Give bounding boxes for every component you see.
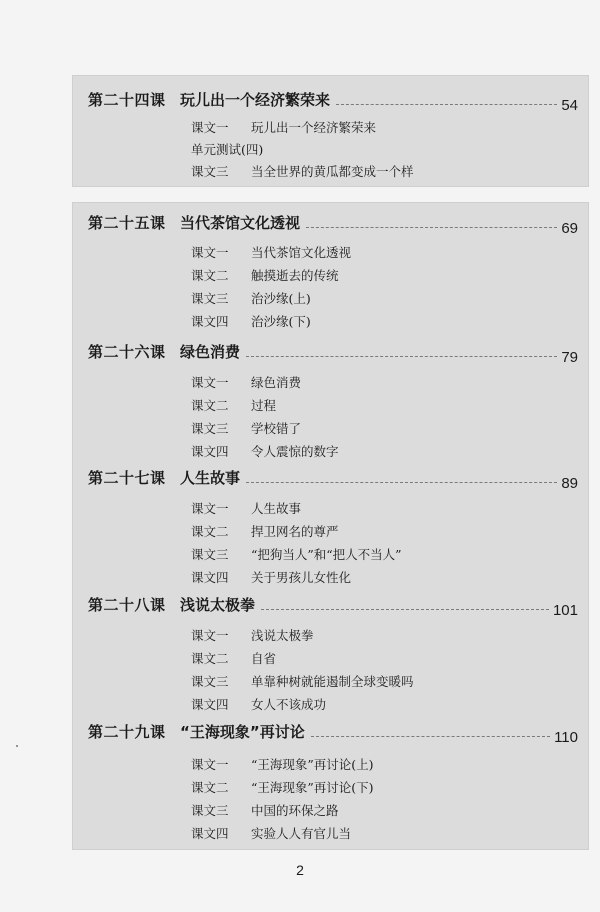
lesson-page-number: 89 — [561, 475, 578, 492]
lesson-title: 浅说太极拳 — [180, 596, 256, 614]
text-title: 触摸逝去的传统 — [251, 268, 339, 283]
text-item[interactable] — [191, 545, 402, 563]
text-item[interactable] — [191, 289, 311, 307]
dot-leader — [261, 609, 549, 610]
text-label: 课文三 — [191, 547, 229, 562]
text-label: 课文三 — [191, 164, 229, 179]
toc-section-2 — [72, 202, 589, 850]
text-title: 当代茶馆文化透视 — [251, 245, 352, 260]
text-label: 课文四 — [191, 314, 229, 329]
dot-leader — [336, 104, 557, 105]
text-title: 治沙缘(上) — [251, 291, 311, 306]
text-title: 玩儿出一个经济繁荣来 — [251, 120, 377, 135]
text-title: 女人不该成功 — [251, 697, 327, 712]
text-item[interactable] — [191, 499, 301, 517]
text-item[interactable] — [191, 824, 351, 842]
lesson-25-heading[interactable] — [88, 209, 578, 237]
text-title: 过程 — [251, 398, 277, 413]
text-item[interactable] — [191, 396, 276, 414]
text-label: 课文二 — [191, 651, 229, 666]
text-item[interactable] — [191, 778, 374, 796]
text-item[interactable] — [191, 442, 339, 460]
lesson-page-number: 69 — [561, 220, 578, 237]
text-item[interactable] — [191, 162, 414, 180]
text-title: 自省 — [251, 651, 277, 666]
lesson-page-number: 110 — [554, 729, 578, 746]
lesson-number: 第二十八课 — [88, 596, 166, 614]
text-title: 令人震惊的数字 — [251, 444, 339, 459]
lesson-number: 第二十四课 — [88, 91, 166, 109]
text-title: 绿色消费 — [251, 375, 302, 390]
text-title: 学校错了 — [251, 421, 302, 436]
text-title: “王海现象”再讨论(下) — [251, 780, 374, 795]
text-title: 当全世界的黄瓜都变成一个样 — [251, 164, 414, 179]
text-label: 课文四 — [191, 697, 229, 712]
text-item[interactable] — [191, 419, 301, 437]
text-title: 实验人人有官儿当 — [251, 826, 352, 841]
text-label: 课文四 — [191, 826, 229, 841]
text-item[interactable] — [191, 140, 263, 158]
text-label: 课文一 — [191, 375, 229, 390]
text-item[interactable] — [191, 649, 276, 667]
text-label: 课文二 — [191, 524, 229, 539]
text-title: 单靠种树就能遏制全球变暖吗 — [251, 674, 414, 689]
lesson-number: 第二十七课 — [88, 469, 166, 487]
text-title: 浅说太极拳 — [251, 628, 314, 643]
lesson-number: 第二十九课 — [88, 723, 166, 741]
text-title: 关于男孩儿女性化 — [251, 570, 352, 585]
text-item[interactable] — [191, 672, 414, 690]
text-label: 课文二 — [191, 268, 229, 283]
lesson-28-heading[interactable] — [88, 591, 578, 619]
text-item[interactable] — [191, 243, 351, 261]
text-title: 捍卫网名的尊严 — [251, 524, 339, 539]
lesson-26-heading[interactable] — [88, 338, 578, 366]
lesson-title: 玩儿出一个经济繁荣来 — [180, 91, 331, 109]
toc-section-1 — [72, 75, 589, 187]
text-item[interactable] — [191, 522, 339, 540]
text-label: 课文一 — [191, 501, 229, 516]
print-speck — [16, 745, 18, 747]
text-item[interactable] — [191, 118, 376, 136]
text-label: 课文一 — [191, 628, 229, 643]
lesson-title: 绿色消费 — [180, 343, 241, 361]
text-item[interactable] — [191, 373, 301, 391]
text-label: 课文四 — [191, 570, 229, 585]
text-item[interactable] — [191, 755, 374, 773]
text-label: 课文三 — [191, 674, 229, 689]
dot-leader — [311, 736, 550, 737]
text-title: 治沙缘(下) — [251, 314, 311, 329]
text-title: “王海现象”再讨论(上) — [251, 757, 374, 772]
text-title: 人生故事 — [251, 501, 302, 516]
dot-leader — [246, 482, 557, 483]
text-title: 中国的环保之路 — [251, 803, 339, 818]
text-label: 课文二 — [191, 398, 229, 413]
lesson-title: 当代茶馆文化透视 — [180, 214, 301, 232]
lesson-title: “王海现象”再讨论 — [180, 723, 305, 741]
text-label: 课文三 — [191, 421, 229, 436]
text-label: 单元测试(四) — [191, 142, 264, 157]
text-title: “把狗当人”和“把人不当人” — [251, 547, 402, 562]
lesson-page-number: 101 — [552, 602, 578, 619]
text-label: 课文三 — [191, 291, 229, 306]
text-item[interactable] — [191, 801, 339, 819]
text-item[interactable] — [191, 568, 351, 586]
lesson-page-number: 79 — [561, 349, 578, 366]
lesson-page-number: 54 — [561, 97, 578, 114]
text-label: 课文四 — [191, 444, 229, 459]
lesson-number: 第二十六课 — [88, 343, 166, 361]
lesson-number: 第二十五课 — [88, 214, 166, 232]
text-label: 课文三 — [191, 803, 229, 818]
text-item[interactable] — [191, 695, 326, 713]
text-label: 课文一 — [191, 120, 229, 135]
text-label: 课文一 — [191, 245, 229, 260]
lesson-29-heading[interactable] — [88, 718, 578, 746]
page-number: 2 — [296, 862, 304, 878]
text-item[interactable] — [191, 266, 339, 284]
text-item[interactable] — [191, 626, 314, 644]
lesson-title: 人生故事 — [180, 469, 241, 487]
dot-leader — [246, 356, 557, 357]
lesson-24-heading[interactable] — [88, 86, 578, 114]
text-label: 课文二 — [191, 780, 229, 795]
text-label: 课文一 — [191, 757, 229, 772]
lesson-27-heading[interactable] — [88, 464, 578, 492]
text-item[interactable] — [191, 312, 311, 330]
dot-leader — [306, 227, 557, 228]
